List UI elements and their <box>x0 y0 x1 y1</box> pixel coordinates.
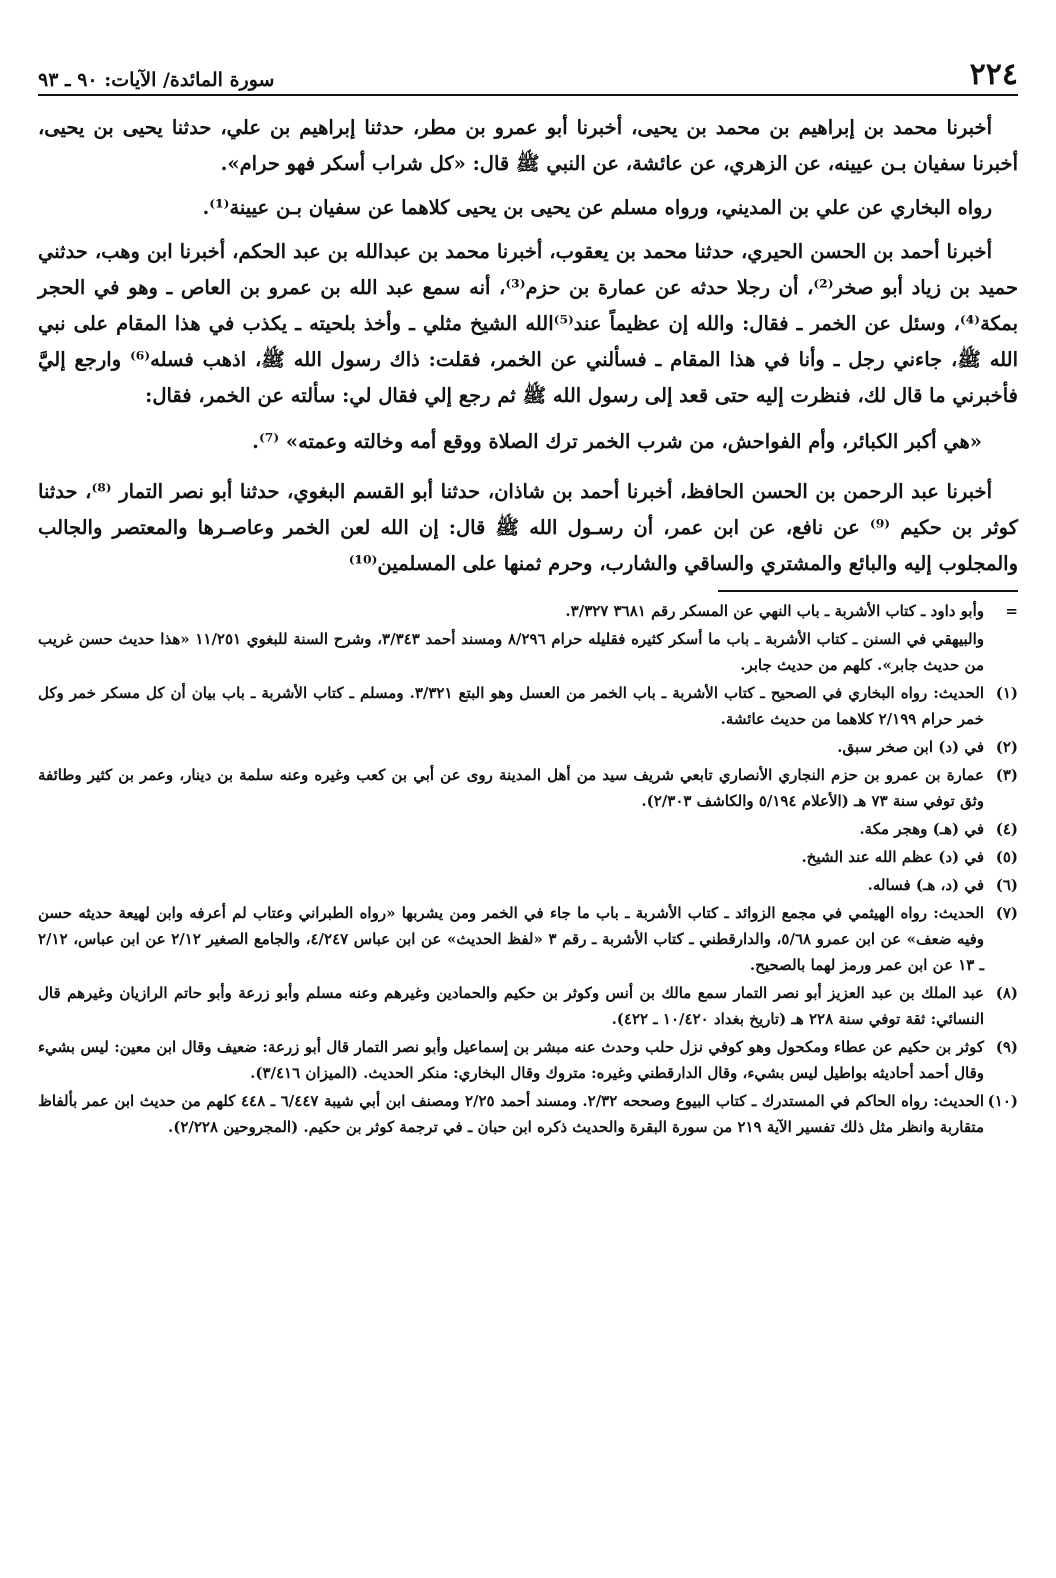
footnote-marker <box>984 626 1018 678</box>
paragraph: أخبرنا أحمد بن الحسن الحيري، حدثنا محمد بن يعقوب، أخبرنا محمد بن عبدالله بن عبد الحكم، أخبرنا ابن وهب، حدثني حميد بن زياد أبو صخر⁽²⁾، أن رجلا حدثه عن عمارة بن حزم⁽³⁾، أنه سمع عبد الله بن عمرو بن العاص ـ وهو في الحجر بمكة⁽⁴⁾، وسئل عن الخمر ـ فقال: والله إن عظيماً عند⁽⁵⁾الله الشيخ مثلي ـ وأخذ بلحيته ـ يكذب في هذا المقام على نبي الله ﷺ، جاءني رجل ـ وأنا في هذا المقام ـ فسألني عن الخمر، فقلت: ذاك رسول الله ﷺ، اذهب فسله⁽⁶⁾ وارجع إليَّ فأخبرني ما قال لك، فنظرت إليه حتى قعد إلى رسول الله ﷺ ثم رجع إلي فقال لي: سألته عن الخمر، فقال: <box>38 240 1018 407</box>
footnote-text: والبيهقي في السنن ـ كتاب الأشربة ـ باب ما أسكر كثيره فقليله حرام ٨/٢٩٦ ومسند أحمد ٣/٣٤٣، وشرح السنة للبغوي ١١/٢٥١ «هذا حديث حسن غريب من حديث جابر». كلهم من حديث جابر. <box>38 630 984 674</box>
hadith-quote: «هي أكبر الكبائر، وأم الفواحش، من شرب الخمر ترك الصلاة ووقع أمه وخالته وعمته» ⁽⁷⁾. <box>252 430 982 453</box>
footnote-text: الحديث: رواه الحاكم في المستدرك ـ كتاب البيوع وصححه ٢/٣٢. ومسند أحمد ٢/٢٥ ومصنف ابن أبي شيبة ٦/٤٤٧ ـ ٤٤٨ كلهم من حديث ابن عمر بألفاظ متقاربة وانظر مثل ذلك تفسير الآية ٢١٩ من سورة البقرة والحديث ذكره ابن حبان ـ في ترجمة كوثر بن حكيم. (المجروحين ٢/٢٢٨). <box>38 1092 984 1136</box>
footnote-marker: (٣) <box>995 766 1018 784</box>
footnote <box>38 900 1018 978</box>
book-page <box>38 56 1018 1142</box>
footnote-marker: (٨) <box>995 984 1018 1002</box>
paragraph: أخبرنا محمد بن إبراهيم بن محمد بن يحيى، أخبرنا أبو عمرو بن مطر، حدثنا إبراهيم بن علي، حدثنا يحيى بن يحيى، أخبرنا سفيان بـن عيينه، عن الزهري، عن عائشة، عن النبي ﷺ قال: «كل شراب أسكر فهو حرام». <box>38 116 1018 175</box>
footnote-text: الحديث: رواه البخاري في الصحيح ـ كتاب الأشربة ـ باب الخمر من العسل وهو البتع ٣/٣٢١. ومسلم ـ كتاب الأشربة ـ باب بيان أن كل مسكر خمر وكل خمر حرام ٢/١٩٩ كلاهما من حديث عائشة. <box>38 684 984 728</box>
footnote-text: في (د) عظم الله عند الشيخ. <box>801 848 984 866</box>
footnote-marker: (٩) <box>995 1038 1018 1056</box>
footnote-text: في (د، هـ) فساله. <box>867 876 984 894</box>
footnotes <box>38 598 1018 1140</box>
footnote-marker: (٢) <box>995 738 1018 756</box>
footnote <box>38 598 1018 624</box>
footnote-text: الحديث: رواه الهيثمي في مجمع الزوائد ـ كتاب الأشربة ـ باب ما جاء في الخمر ومن يشربها «رواه الطبراني وعتاب لم أعرفه وابن لهيعة حديثه حسن وفيه ضعف» عن ابن عمرو ٥/٦٨، والدارقطني ـ كتاب الأشربة ـ رقم ٣ «لفظ الحديث» عن ابن عباس ٤/٢٤٧، والجامع الصغير ٢/١٢ عن ابن عباس، ٢/١٢ ـ ١٣ عن ابن عمر ورمز لهما بالصحيح. <box>38 904 985 974</box>
footnote-marker: (١٠) <box>987 1092 1018 1110</box>
footnote <box>38 680 1018 732</box>
paragraph: أخبرنا عبد الرحمن بن الحسن الحافظ، أخبرنا أحمد بن شاذان، حدثنا أبو القسم البغوي، حدثنا أبو نصر التمار ⁽⁸⁾، حدثنا كوثر بن حكيم ⁽⁹⁾ عن نافع، عن ابن عمر، أن رسـول الله ﷺ قال: إن الله لعن الخمر وعاصـرها والمعتصر والجالب والمجلوب إليه والبائع والمشتري والساقي والشارب، وحرم ثمنها على المسلمين⁽¹⁰⁾ <box>38 480 1018 575</box>
page-number: ٢٢٤ <box>969 57 1018 92</box>
footnote-marker: (٥) <box>995 848 1018 866</box>
header-title: سورة المائدة/ الآيات: ٩٠ ـ ٩٣ <box>38 69 275 91</box>
footnote-marker: (٦) <box>995 876 1018 894</box>
footnote <box>38 816 1018 842</box>
footnote <box>38 626 1018 678</box>
footnote-marker: = <box>1005 602 1018 620</box>
footnote-marker: (١) <box>995 684 1018 702</box>
footnote-marker: (٧) <box>995 904 1018 922</box>
footnote-text: في (هـ) وهجر مكة. <box>859 820 984 838</box>
footnote <box>38 762 1018 814</box>
footnote-text: وأبو داود ـ كتاب الأشربة ـ باب النهي عن المسكر رقم ٣٦٨١ ٣/٣٢٧. <box>565 602 984 620</box>
footnote-text: عمارة بن عمرو بن حزم النجاري الأنصاري تابعي شريف سيد من أهل المدينة روى عن أبي بن كعب وغيره وعنه سلمة بن دينار، وعمر بن كثير وطائفة وثق توفي سنة ٧٣ هـ (الأعلام ٥/١٩٤ والكاشف ٢/٣٠٣). <box>38 766 984 810</box>
footnote <box>38 1034 1018 1086</box>
paragraph: رواه البخاري عن علي بن المديني، ورواه مسلم عن يحيى بن يحيى كلاهما عن سفيان بـن عيينة⁽¹⁾. <box>202 196 992 219</box>
footnote-text: عبد الملك بن عبد العزيز أبو نصر التمار سمع مالك بن أنس وكوثر بن حكيم والحمادين وغيرهم وعنه مسلم وأبو زرعة وأبو حاتم الرازيان وغيرهم قال النسائي: ثقة توفي سنة ٢٢٨ هـ (تاريخ بغداد ١٠/٤٢٠ ـ ٤٢٢). <box>38 984 984 1028</box>
footnote <box>38 1088 1018 1140</box>
footnote <box>38 734 1018 760</box>
footnote <box>38 844 1018 870</box>
running-header <box>38 56 1018 96</box>
footnote-text: في (د) ابن صخر سبق. <box>837 738 984 756</box>
footnote <box>38 872 1018 898</box>
footnote-text: كوثر بن حكيم عن عطاء ومكحول وهو كوفي نزل حلب وحدث عنه مبشر بن إسماعيل وأبو نصر التمار قال أبو زرعة: ضعيف وقال ابن معين: ليس بشيء وقال أحمد أحاديثه بواطيل ليس بشيء، وقال الدارقطني وغيره: متروك وقال البخاري: منكر الحديث. (الميزان ٣/٤١٦). <box>38 1038 984 1082</box>
footnote-marker: (٤) <box>995 820 1018 838</box>
footnote-separator <box>718 590 1018 592</box>
main-text <box>38 110 1018 582</box>
footnote <box>38 980 1018 1032</box>
